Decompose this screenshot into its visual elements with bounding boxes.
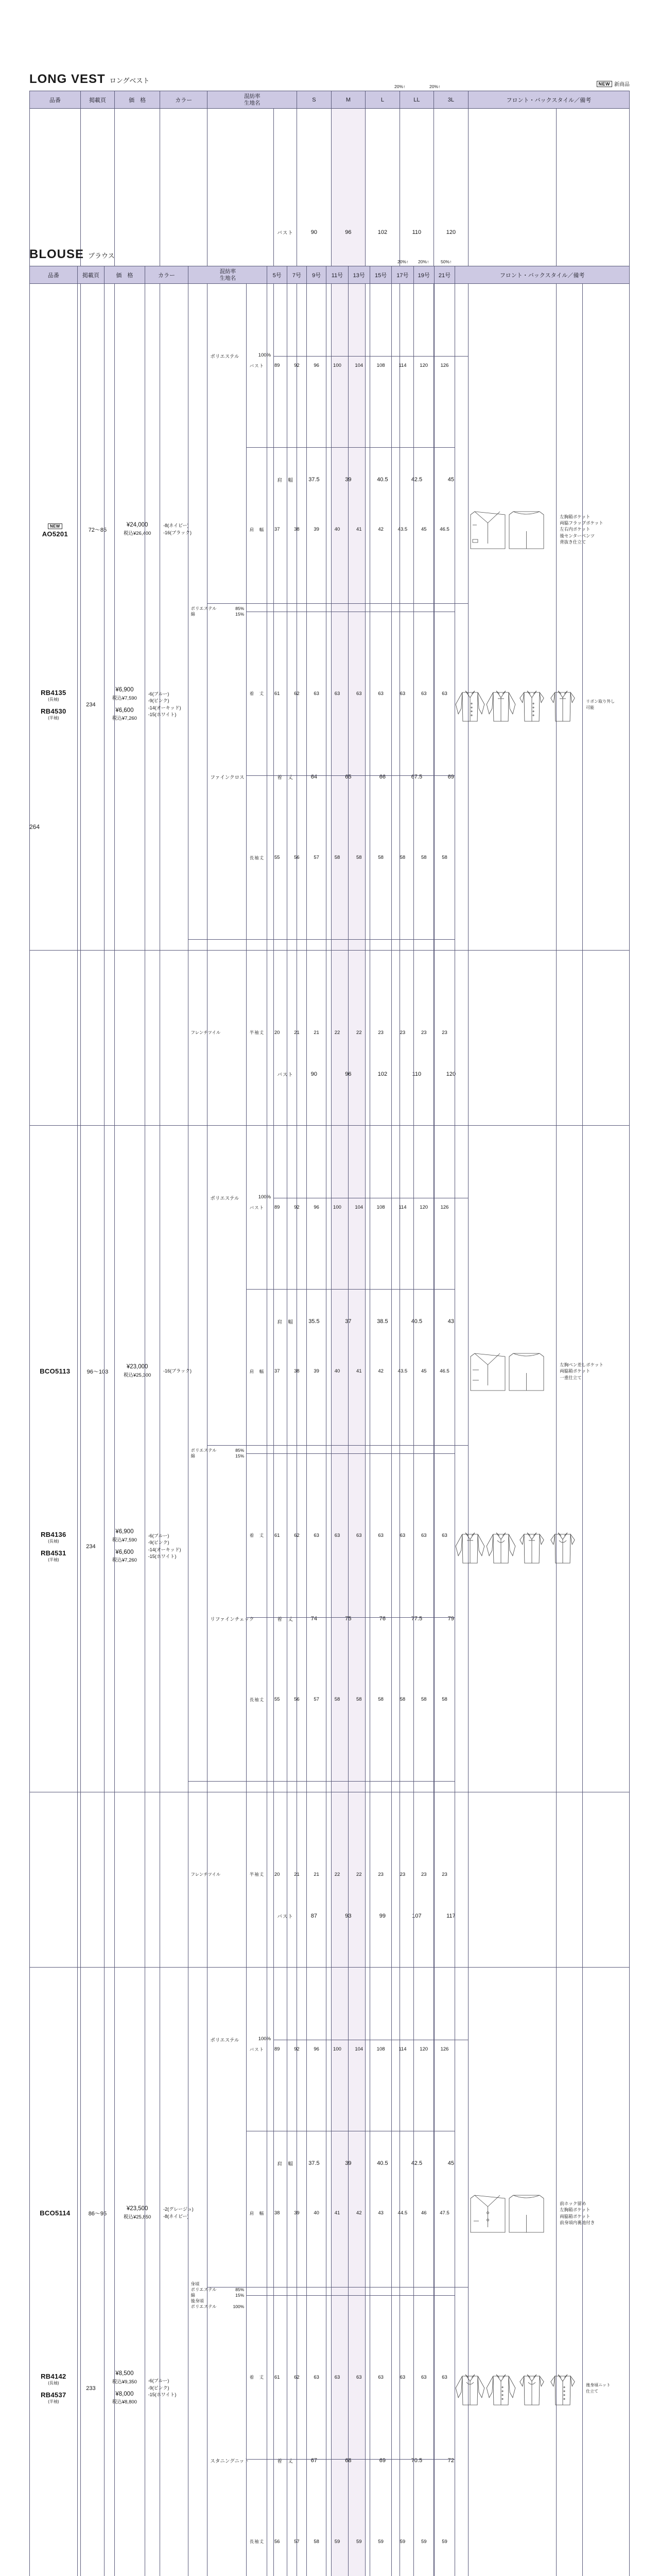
catalog-page-ref: 96〜103 bbox=[80, 951, 115, 1792]
measure-value: 96 bbox=[331, 109, 366, 357]
measure-value: 38 bbox=[287, 448, 306, 612]
measure-value: 59 bbox=[326, 2459, 348, 2576]
measure-value: 74 bbox=[297, 1446, 332, 1792]
section-title-en: LONG VEST bbox=[29, 72, 106, 86]
measure-value: 67.5 bbox=[400, 604, 434, 951]
measure-value: 63 bbox=[307, 612, 326, 775]
measure-value: 40.5 bbox=[366, 2040, 400, 2287]
measure-value: 23 bbox=[392, 940, 413, 1126]
measure-value: 104 bbox=[348, 1126, 370, 1290]
th-size-5: 5号 bbox=[267, 266, 287, 284]
garment-illustration bbox=[455, 284, 583, 1126]
measure-value: 110 bbox=[400, 951, 434, 1198]
measure-value: 63 bbox=[370, 612, 391, 775]
measure-value: 75 bbox=[331, 1446, 366, 1792]
blouse-shrink-note-3: 50%↑ bbox=[441, 259, 452, 264]
section-title-jp: ロングベスト bbox=[110, 77, 150, 84]
measure-label: 長袖丈 bbox=[247, 2459, 267, 2576]
measure-value: 22 bbox=[348, 1782, 370, 1968]
measure-value: 58 bbox=[413, 1617, 434, 1781]
shrink-note-s: 20%↑ bbox=[394, 84, 405, 89]
measure-value: 23 bbox=[370, 940, 391, 1126]
th-size-9: 9号 bbox=[307, 266, 326, 284]
new-tag: NEW bbox=[48, 523, 62, 529]
measure-value: 58 bbox=[348, 775, 370, 939]
measure-value: 67 bbox=[297, 2287, 332, 2576]
measure-value: 62 bbox=[287, 2295, 306, 2459]
measure-value: 63 bbox=[348, 2295, 370, 2459]
measure-label: 肩 幅 bbox=[247, 448, 267, 612]
product-note: リボン取り外し 可能 bbox=[583, 284, 630, 1126]
measure-value: 126 bbox=[434, 284, 455, 448]
measure-value: 63 bbox=[370, 1453, 391, 1617]
measure-value: 100 bbox=[326, 284, 348, 448]
th-size-3l: 3L bbox=[434, 91, 469, 109]
fabric-name: ファインクロス bbox=[207, 604, 274, 951]
th-fabric-blouse bbox=[188, 266, 267, 284]
measure-value: 39 bbox=[307, 448, 326, 612]
measure-value: 58 bbox=[370, 775, 391, 939]
measure-value: 22 bbox=[326, 1782, 348, 1968]
measure-label: 半袖丈 bbox=[247, 940, 267, 1126]
measure-value: 41 bbox=[348, 1290, 370, 1453]
measure-value: 22 bbox=[326, 940, 348, 1126]
measure-value: 108 bbox=[370, 1126, 391, 1290]
measure-value: 57 bbox=[307, 1617, 326, 1781]
measure-value: 40 bbox=[307, 2131, 326, 2295]
color-list: -6(ブルー) -9(ピンク) -15(ホワイト) bbox=[145, 1968, 188, 2576]
color-list: -6(ブルー) -9(ピンク) -14(オーキッド) -15(ホワイト) bbox=[145, 1126, 188, 1968]
th-price: 価 格 bbox=[115, 91, 160, 109]
measure-value: 59 bbox=[434, 2459, 455, 2576]
measure-value: 23 bbox=[413, 940, 434, 1126]
measure-label: 着 丈 bbox=[247, 1453, 267, 1617]
measure-value: 104 bbox=[348, 1968, 370, 2131]
measure-value: 63 bbox=[392, 2295, 413, 2459]
price-cell: ¥6,900 税込¥7,590 ¥6,600 税込¥7,260 bbox=[105, 284, 145, 1126]
measure-value: 40.5 bbox=[366, 356, 400, 604]
measure-value: 40 bbox=[326, 448, 348, 612]
measure-value: 23 bbox=[434, 940, 455, 1126]
measure-value: 37 bbox=[267, 448, 287, 612]
table-row bbox=[30, 284, 630, 448]
th-size-11: 11号 bbox=[326, 266, 348, 284]
section-title-jp-blouse: ブラウス bbox=[88, 252, 115, 260]
measure-value: 39 bbox=[331, 356, 366, 604]
measure-value: 87 bbox=[297, 1792, 332, 2040]
measure-value: 38 bbox=[287, 1290, 306, 1453]
measure-value: 20 bbox=[267, 940, 287, 1126]
section-title-en-blouse: BLOUSE bbox=[29, 247, 84, 261]
measure-value: 126 bbox=[434, 1968, 455, 2131]
measure-value: 23 bbox=[413, 1782, 434, 1968]
th-fabric-blouse-l2: 生地名 bbox=[188, 275, 267, 281]
measure-value: 63 bbox=[434, 1453, 455, 1617]
measure-value: 45 bbox=[413, 448, 434, 612]
measure-label: 長袖丈 bbox=[247, 775, 267, 939]
th-fabric-l1: 混紡率 bbox=[207, 93, 297, 99]
measure-value: 102 bbox=[366, 109, 400, 357]
new-tag: NEW bbox=[597, 81, 613, 87]
measure-value: 69 bbox=[366, 2287, 400, 2576]
th-code: 品番 bbox=[30, 91, 81, 109]
measure-value: 55 bbox=[267, 1617, 287, 1781]
product-code: RB4142 (長袖) RB4537 (半袖) bbox=[30, 1968, 78, 2576]
th-color: カラー bbox=[160, 91, 207, 109]
catalog-page-ref: 86〜95 bbox=[80, 1792, 115, 2576]
measure-value: 63 bbox=[413, 612, 434, 775]
measure-label: バスト bbox=[274, 1792, 297, 2040]
table-row bbox=[30, 1126, 630, 1290]
measure-value: 58 bbox=[348, 1617, 370, 1781]
th-page: 掲載頁 bbox=[80, 91, 115, 109]
measure-value: 79 bbox=[434, 1446, 469, 1792]
measure-value: 63 bbox=[413, 1453, 434, 1617]
th-size-ll: LL bbox=[400, 91, 434, 109]
product-note bbox=[583, 1126, 630, 1968]
measure-value: 66 bbox=[366, 604, 400, 951]
measure-value: 46.5 bbox=[434, 1290, 455, 1453]
measure-value: 104 bbox=[348, 284, 370, 448]
measure-value: 45 bbox=[434, 356, 469, 604]
measure-value: 72 bbox=[434, 2287, 469, 2576]
fabric-composition: ポリエステル 100% bbox=[207, 109, 274, 604]
product-code: RB4135 (長袖) RB4530 (半袖) bbox=[30, 284, 78, 1126]
product-note: 左胸ペン差しポケット 両脇箱ポケット 一重仕立て bbox=[557, 951, 630, 1792]
measure-value: 39 bbox=[287, 2131, 306, 2295]
measure-value: 56 bbox=[287, 775, 306, 939]
catalog-page-ref: 234 bbox=[77, 1126, 104, 1968]
measure-value: 57 bbox=[287, 2459, 306, 2576]
product-code: BCO5114 bbox=[30, 1792, 81, 2576]
measure-value: 57 bbox=[307, 775, 326, 939]
measure-value: 40.5 bbox=[400, 1198, 434, 1446]
measure-value: 120 bbox=[434, 109, 469, 357]
measure-value: 108 bbox=[370, 284, 391, 448]
measure-value: 62 bbox=[287, 1453, 306, 1617]
fabric-composition: 身頃 ポリエステル 85% 綿 15% 後身頃 ポリエステル 100% bbox=[188, 1968, 247, 2576]
measure-value: 63 bbox=[348, 612, 370, 775]
table-header-row bbox=[30, 91, 630, 109]
measure-value: 59 bbox=[370, 2459, 391, 2576]
measure-value: 41 bbox=[326, 2131, 348, 2295]
measure-value: 58 bbox=[413, 775, 434, 939]
price-cell: ¥23,500 税込¥25,850 bbox=[115, 1792, 160, 2576]
measure-value: 43.5 bbox=[392, 448, 413, 612]
fabric-name: フレンチツイル bbox=[188, 1782, 247, 1968]
measure-value: 93 bbox=[331, 1792, 366, 2040]
measure-value: 120 bbox=[413, 1968, 434, 2131]
measure-value: 35.5 bbox=[297, 1198, 332, 1446]
measure-label: 着 丈 bbox=[274, 604, 297, 951]
fabric-composition: ポリエステル 100% bbox=[207, 951, 274, 1446]
table-row bbox=[30, 1968, 630, 2131]
measure-value: 63 bbox=[307, 1453, 326, 1617]
measure-value: 22 bbox=[348, 940, 370, 1126]
garment-illustration bbox=[455, 1968, 583, 2576]
measure-value: 23 bbox=[392, 1782, 413, 1968]
blouse-shrink-note-2: 20%↑ bbox=[418, 259, 429, 264]
measure-value: 42 bbox=[370, 448, 391, 612]
th-style-blouse: フロント・バックスタイル／備考 bbox=[455, 266, 630, 284]
measure-value: 70.5 bbox=[400, 2287, 434, 2576]
measure-value: 58 bbox=[434, 775, 455, 939]
th-size-15: 15号 bbox=[370, 266, 391, 284]
measure-value: 58 bbox=[370, 1617, 391, 1781]
measure-value: 63 bbox=[434, 612, 455, 775]
measure-value: 37.5 bbox=[297, 2040, 332, 2287]
measure-value: 38.5 bbox=[366, 1198, 400, 1446]
measure-value: 63 bbox=[326, 1453, 348, 1617]
product-note: 前ホック留め 左胸箱ポケット 両脇箱ポケット 前身頃内裏地付き bbox=[557, 1792, 630, 2576]
measure-label: 肩 幅 bbox=[274, 356, 297, 604]
measure-label: バスト bbox=[274, 951, 297, 1198]
fabric-name: リファインチェック bbox=[207, 1446, 274, 1792]
price-cell: ¥8,500 税込¥9,350 ¥8,000 税込¥8,800 bbox=[105, 1968, 145, 2576]
product-code: RB4136 (長袖) RB4531 (半袖) bbox=[30, 1126, 78, 1968]
catalog-page-ref: 234 bbox=[77, 284, 104, 1126]
measure-label: 着 丈 bbox=[274, 1446, 297, 1792]
measure-value: 40 bbox=[326, 1290, 348, 1453]
fabric-composition: ポリエステル 100% bbox=[207, 1792, 274, 2287]
measure-label: バスト bbox=[247, 1968, 267, 2131]
measure-value: 62 bbox=[287, 612, 306, 775]
product-note: 左胸箱ポケット 両脇フラップポケット 左右内ポケット 後センターベンツ 背抜き仕立て bbox=[557, 109, 630, 951]
measure-value: 120 bbox=[413, 1126, 434, 1290]
measure-value: 96 bbox=[331, 951, 366, 1198]
measure-value: 110 bbox=[400, 109, 434, 357]
th-page-blouse: 掲載頁 bbox=[77, 266, 104, 284]
measure-value: 39 bbox=[331, 2040, 366, 2287]
measure-value: 21 bbox=[287, 1782, 306, 1968]
measure-value: 92 bbox=[287, 284, 306, 448]
fabric-composition: ポリエステル 85% 綿 15% bbox=[188, 284, 247, 940]
color-list: -2(グレージュ) -8(ネイビー) bbox=[160, 1792, 207, 2576]
measure-value: 100 bbox=[326, 1126, 348, 1290]
measure-value: 63 bbox=[326, 2295, 348, 2459]
measure-label: 着 丈 bbox=[247, 612, 267, 775]
measure-value: 63 bbox=[370, 2295, 391, 2459]
page-number: 264 bbox=[29, 823, 40, 831]
measure-value: 37 bbox=[267, 1290, 287, 1453]
measure-value: 96 bbox=[307, 1126, 326, 1290]
product-code: BCO5113 bbox=[30, 951, 81, 1792]
measure-value: 58 bbox=[326, 775, 348, 939]
measure-value: 63 bbox=[413, 2295, 434, 2459]
measure-label: 着 丈 bbox=[274, 2287, 297, 2576]
measure-value: 61 bbox=[267, 612, 287, 775]
catalog-page bbox=[0, 0, 659, 842]
measure-value: 45 bbox=[413, 1290, 434, 1453]
color-list: -6(ブルー) -9(ピンク) -14(オーキッド) -15(ホワイト) bbox=[145, 284, 188, 1126]
measure-value: 90 bbox=[297, 109, 332, 357]
measure-value: 96 bbox=[307, 1968, 326, 2131]
measure-value: 108 bbox=[370, 1968, 391, 2131]
measure-value: 69 bbox=[434, 604, 469, 951]
measure-value: 42 bbox=[370, 1290, 391, 1453]
measure-value: 44.5 bbox=[392, 2131, 413, 2295]
measure-value: 96 bbox=[307, 284, 326, 448]
measure-label: バスト bbox=[247, 1126, 267, 1290]
product-note: 後身頃ニット 仕立て bbox=[583, 1968, 630, 2576]
product-code: NEW AO5201 bbox=[30, 109, 81, 951]
measure-value: 63 bbox=[307, 2295, 326, 2459]
measure-value: 63 bbox=[326, 612, 348, 775]
fabric-name: スタニングニット bbox=[207, 2287, 274, 2576]
price-cell: ¥23,000 税込¥25,300 bbox=[115, 951, 160, 1792]
measure-value: 42.5 bbox=[400, 356, 434, 604]
measure-value: 114 bbox=[392, 284, 413, 448]
th-style: フロント・バックスタイル／備考 bbox=[468, 91, 629, 109]
measure-value: 38 bbox=[267, 2131, 287, 2295]
measure-value: 42.5 bbox=[400, 2040, 434, 2287]
measure-value: 46 bbox=[413, 2131, 434, 2295]
measure-value: 100 bbox=[326, 1968, 348, 2131]
measure-value: 47.5 bbox=[434, 2131, 455, 2295]
measure-value: 64 bbox=[297, 604, 332, 951]
measure-value: 59 bbox=[413, 2459, 434, 2576]
measure-label: 着 丈 bbox=[247, 2295, 267, 2459]
th-size-m: M bbox=[331, 91, 366, 109]
th-size-l: L bbox=[366, 91, 400, 109]
measure-value: 99 bbox=[366, 1792, 400, 2040]
th-size-13: 13号 bbox=[348, 266, 370, 284]
th-price-blouse: 価 格 bbox=[105, 266, 145, 284]
measure-value: 59 bbox=[348, 2459, 370, 2576]
measure-value: 92 bbox=[287, 1968, 306, 2131]
measure-value: 41 bbox=[348, 448, 370, 612]
measure-value: 45 bbox=[434, 2040, 469, 2287]
measure-value: 63 bbox=[348, 1453, 370, 1617]
garment-illustration bbox=[455, 1126, 583, 1968]
fabric-name: フレンチツイル bbox=[188, 940, 247, 1126]
measure-value: 20 bbox=[267, 1782, 287, 1968]
measure-value: 114 bbox=[392, 1968, 413, 2131]
measure-value: 65 bbox=[331, 604, 366, 951]
measure-value: 114 bbox=[392, 1126, 413, 1290]
measure-value: 92 bbox=[287, 1126, 306, 1290]
section-title-long-vest bbox=[29, 72, 149, 87]
price-cell: ¥6,900 税込¥7,590 ¥6,600 税込¥7,260 bbox=[105, 1126, 145, 1968]
measure-value: 117 bbox=[434, 1792, 469, 2040]
measure-value: 89 bbox=[267, 1968, 287, 2131]
measure-value: 120 bbox=[434, 951, 469, 1198]
catalog-page-ref: 72〜85 bbox=[80, 109, 115, 951]
measure-value: 56 bbox=[267, 2459, 287, 2576]
measure-value: 21 bbox=[287, 940, 306, 1126]
measure-value: 61 bbox=[267, 2295, 287, 2459]
measure-label: 肩 幅 bbox=[247, 1290, 267, 1453]
blouse-shrink-note-1: 20%↑ bbox=[397, 259, 408, 264]
blouse-header-row bbox=[30, 266, 630, 284]
measure-value: 59 bbox=[392, 2459, 413, 2576]
measure-value: 58 bbox=[392, 775, 413, 939]
measure-value: 61 bbox=[267, 1453, 287, 1617]
section-title-blouse bbox=[29, 247, 115, 262]
new-product-badge bbox=[597, 80, 630, 88]
th-fabric bbox=[207, 91, 297, 109]
measure-value: 55 bbox=[267, 775, 287, 939]
measure-value: 63 bbox=[392, 612, 413, 775]
measure-value: 23 bbox=[370, 1782, 391, 1968]
measure-value: 58 bbox=[326, 1617, 348, 1781]
measure-value: 107 bbox=[400, 1792, 434, 2040]
measure-value: 21 bbox=[307, 1782, 326, 1968]
measure-value: 63 bbox=[392, 1453, 413, 1617]
measure-label: バスト bbox=[274, 109, 297, 357]
color-list: -8(ネイビー) -16(ブラック) bbox=[160, 109, 207, 951]
measure-value: 126 bbox=[434, 1126, 455, 1290]
measure-value: 39 bbox=[307, 1290, 326, 1453]
th-size-19: 19号 bbox=[413, 266, 434, 284]
measure-value: 58 bbox=[392, 1617, 413, 1781]
measure-value: 89 bbox=[267, 284, 287, 448]
price-cell: ¥24,000 税込¥26,400 bbox=[115, 109, 160, 951]
th-color-blouse: カラー bbox=[145, 266, 188, 284]
measure-value: 37 bbox=[331, 1198, 366, 1446]
fabric-composition: ポリエステル 85% 綿 15% bbox=[188, 1126, 247, 1782]
measure-value: 37.5 bbox=[297, 356, 332, 604]
measure-label: 肩 幅 bbox=[274, 2040, 297, 2287]
th-size-21: 21号 bbox=[434, 266, 455, 284]
measure-label: 肩 幅 bbox=[247, 2131, 267, 2295]
measure-value: 120 bbox=[413, 284, 434, 448]
th-fabric-l2: 生地名 bbox=[207, 100, 297, 106]
measure-label: 半袖丈 bbox=[247, 1782, 267, 1968]
measure-value: 89 bbox=[267, 1126, 287, 1290]
color-list: -16(ブラック) bbox=[160, 951, 207, 1792]
measure-label: 肩 幅 bbox=[274, 1198, 297, 1446]
th-size-7: 7号 bbox=[287, 266, 306, 284]
th-size-s: S bbox=[297, 91, 332, 109]
measure-value: 68 bbox=[331, 2287, 366, 2576]
measure-value: 58 bbox=[307, 2459, 326, 2576]
measure-value: 76 bbox=[366, 1446, 400, 1792]
th-fabric-blouse-l1: 混紡率 bbox=[188, 268, 267, 275]
measure-value: 42 bbox=[348, 2131, 370, 2295]
th-size-17: 17号 bbox=[392, 266, 413, 284]
measure-value: 77.5 bbox=[400, 1446, 434, 1792]
measure-label: 長袖丈 bbox=[247, 1617, 267, 1781]
measure-value: 23 bbox=[434, 1782, 455, 1968]
measure-value: 43 bbox=[370, 2131, 391, 2295]
measure-value: 90 bbox=[297, 951, 332, 1198]
measure-value: 63 bbox=[434, 2295, 455, 2459]
measure-value: 43.5 bbox=[392, 1290, 413, 1453]
measure-value: 46.5 bbox=[434, 448, 455, 612]
measure-value: 102 bbox=[366, 951, 400, 1198]
measure-value: 21 bbox=[307, 940, 326, 1126]
th-code-blouse: 品番 bbox=[30, 266, 78, 284]
measure-label: バスト bbox=[247, 284, 267, 448]
blouse-table bbox=[29, 266, 630, 2576]
catalog-page-ref: 233 bbox=[77, 1968, 104, 2576]
measure-value: 56 bbox=[287, 1617, 306, 1781]
shrink-note-m: 20%↑ bbox=[429, 84, 440, 89]
measure-value: 58 bbox=[434, 1617, 455, 1781]
new-tag-label: 新商品 bbox=[614, 80, 630, 88]
measure-value: 43 bbox=[434, 1198, 469, 1446]
